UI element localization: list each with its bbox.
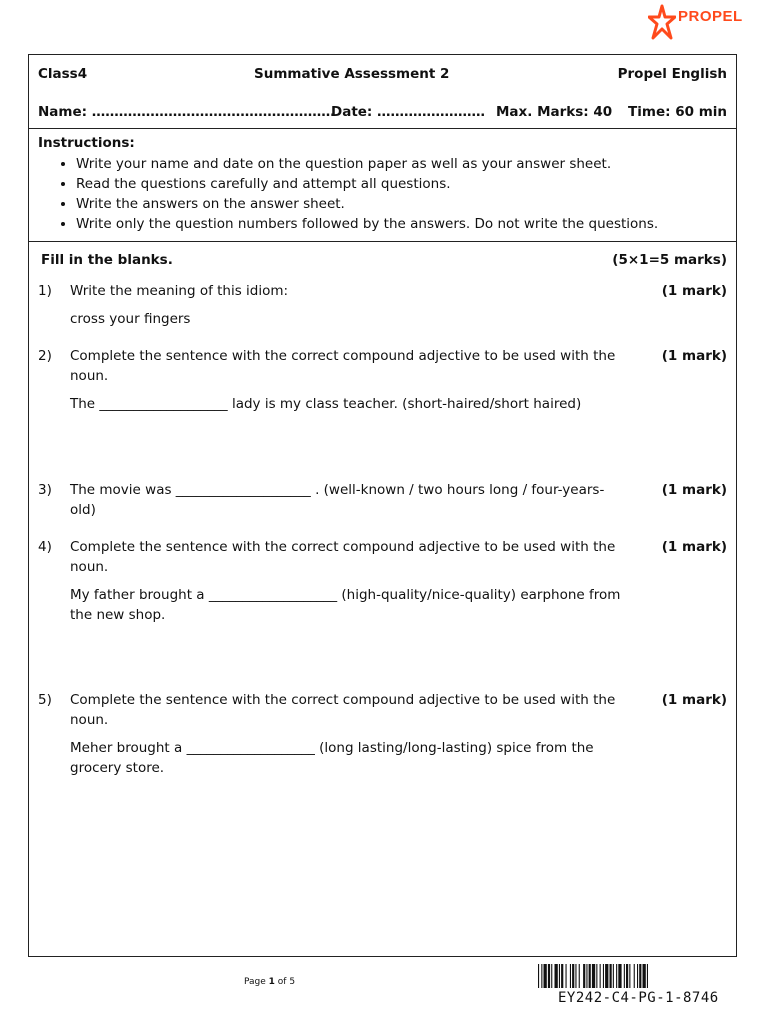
barcode-bar: [600, 964, 601, 988]
barcode-bar: [541, 964, 542, 988]
barcode-bar: [566, 964, 567, 988]
question-text: Complete the sentence with the correct compound adjective to be used with the noun.: [70, 692, 616, 728]
barcode-bar: [596, 964, 597, 988]
question-marks: (1 mark): [661, 348, 727, 364]
barcode-bar: [586, 964, 587, 988]
time-label: Time: 60 min: [628, 104, 727, 120]
page-prefix: Page: [244, 977, 269, 987]
question-marks: (1 mark): [661, 539, 727, 555]
barcode-bar: [634, 964, 635, 988]
page-total: 5: [289, 977, 296, 987]
barcode-bar: [589, 964, 591, 988]
instructions-list: [76, 154, 658, 234]
barcode-bar: [637, 964, 638, 988]
logo-text: PROPEL: [678, 8, 743, 25]
barcode-bar: [610, 964, 612, 988]
barcode-bar: [548, 964, 550, 988]
instructions-title: Instructions:: [38, 135, 135, 151]
question-text: Complete the sentence with the correct compound adjective to be used with the noun.: [70, 539, 616, 575]
barcode-bar: [629, 964, 630, 988]
question-number: 4): [38, 539, 52, 555]
barcode-bar: [605, 964, 608, 988]
question-text: Complete the sentence with the correct compound adjective to be used with the noun.: [70, 348, 616, 384]
barcode-bar: [616, 964, 617, 988]
barcode-bar: [572, 964, 574, 988]
barcode-bar: [618, 964, 621, 988]
subject-label: Propel English: [617, 66, 727, 82]
question-sub: My father brought a ___________________ (high-quality/nice-quality) earphone from the new shop.: [70, 587, 621, 623]
propel-logo: [648, 4, 748, 46]
name-field: Name: ………………………………………………: [38, 104, 335, 120]
barcode-bar: [647, 964, 648, 988]
instruction-item: • Read the questions carefully and attempt all questions.: [76, 174, 658, 194]
barcode-bar: [544, 964, 547, 988]
divider: [29, 128, 736, 129]
barcode-bar: [570, 964, 571, 988]
barcode-icon: [538, 964, 742, 988]
question-marks: (1 mark): [661, 692, 727, 708]
barcode-bar: [561, 964, 563, 988]
section-title: Fill in the blanks.: [41, 252, 173, 268]
question-number: 5): [38, 692, 52, 708]
instruction-item: • Write the answers on the answer sheet.: [76, 194, 658, 214]
max-marks: Max. Marks: 40: [496, 104, 613, 120]
class-label: Class4: [38, 66, 88, 82]
question-number: 1): [38, 283, 52, 299]
barcode-bar: [551, 964, 552, 988]
barcode-bar: [626, 964, 628, 988]
page-current: 1: [268, 977, 275, 987]
question-text: The movie was ____________________ . (well-known / two hours long / four-years-old): [70, 482, 605, 518]
divider: [29, 241, 736, 242]
instruction-item: • Write your name and date on the question paper as well as your answer sheet.: [76, 154, 658, 174]
barcode-bar: [613, 964, 614, 988]
barcode-bar: [603, 964, 604, 988]
star-icon: [648, 4, 676, 44]
question-sub: The ___________________ lady is my class teacher. (short-haired/short haired): [70, 396, 582, 412]
question-sub: Meher brought a ___________________ (long lasting/long-lasting) spice from the grocery store.: [70, 740, 594, 776]
question-marks: (1 mark): [661, 482, 727, 498]
barcode-bar: [639, 964, 641, 988]
question-number: 2): [38, 348, 52, 364]
barcode-code: EY242-C4-PG-1-8746: [558, 990, 719, 1006]
section-marks: (5×1=5 marks): [612, 252, 727, 268]
page-indicator: [244, 977, 295, 987]
assessment-frame: [28, 54, 737, 957]
barcode-bar: [592, 964, 595, 988]
barcode-bar: [575, 964, 576, 988]
barcode-bar: [624, 964, 625, 988]
barcode-bar: [538, 964, 539, 988]
barcode-bar: [643, 964, 646, 988]
barcode-bar: [559, 964, 560, 988]
page-mid: of: [274, 977, 290, 987]
instruction-item: • Write only the question numbers followed by the answers. Do not write the questions.: [76, 214, 658, 234]
question-number: 3): [38, 482, 52, 498]
barcode-bar: [555, 964, 558, 988]
question-marks: (1 mark): [661, 283, 727, 299]
date-field: Date: ……………………: [331, 104, 486, 120]
assessment-title: Summative Assessment 2: [254, 66, 450, 82]
barcode-bar: [583, 964, 585, 988]
barcode-bar: [579, 964, 580, 988]
question-sub: cross your fingers: [70, 311, 191, 327]
question-text: Write the meaning of this idiom:: [70, 283, 289, 299]
